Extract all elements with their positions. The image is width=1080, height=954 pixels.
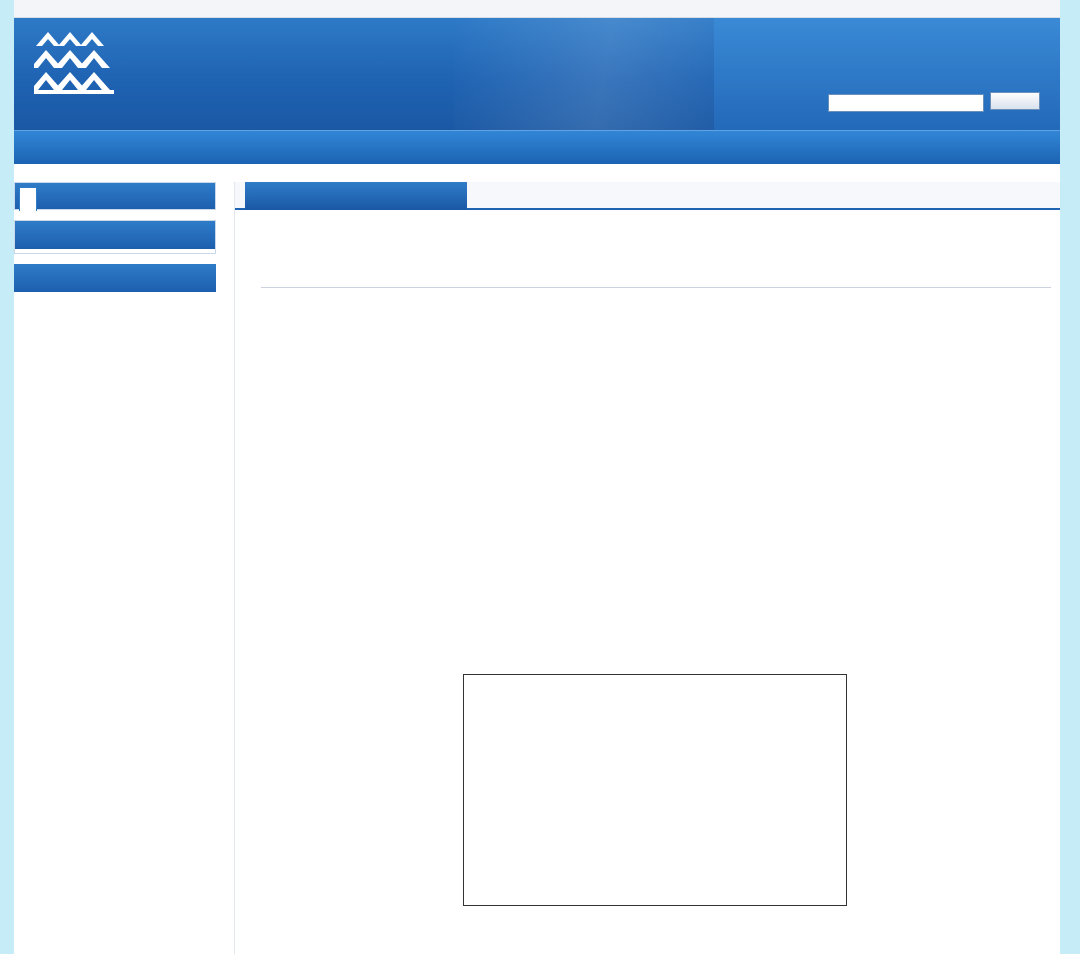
page <box>14 0 1060 954</box>
sidebar-topic-list <box>15 249 215 253</box>
header-right-panel <box>714 18 1060 130</box>
sidebar-years-title <box>14 264 216 292</box>
main-content <box>234 182 1060 954</box>
logo-mark-icon <box>34 32 118 96</box>
search-button[interactable] <box>990 92 1040 110</box>
site-logo[interactable] <box>32 30 142 120</box>
sidebar-reports-header <box>15 183 215 209</box>
sidebar-reports-title <box>19 187 37 211</box>
header-swoosh <box>454 18 754 130</box>
top-bar <box>14 0 1060 18</box>
year-list <box>14 292 216 296</box>
main-nav <box>14 130 1060 164</box>
sidebar-topics <box>14 220 216 254</box>
content-header-bar <box>235 182 1060 210</box>
search-input[interactable] <box>828 94 984 112</box>
bar-chart-svg <box>464 675 848 907</box>
bar-chart <box>463 674 847 906</box>
sidebar <box>14 182 216 306</box>
top-links <box>1014 2 1038 15</box>
sidebar-reports <box>14 182 216 210</box>
sidebar-years <box>14 264 216 296</box>
site-header <box>14 18 1060 130</box>
sidebar-topics-title <box>15 221 215 249</box>
title-divider <box>261 287 1051 288</box>
section-tab[interactable] <box>245 182 467 210</box>
